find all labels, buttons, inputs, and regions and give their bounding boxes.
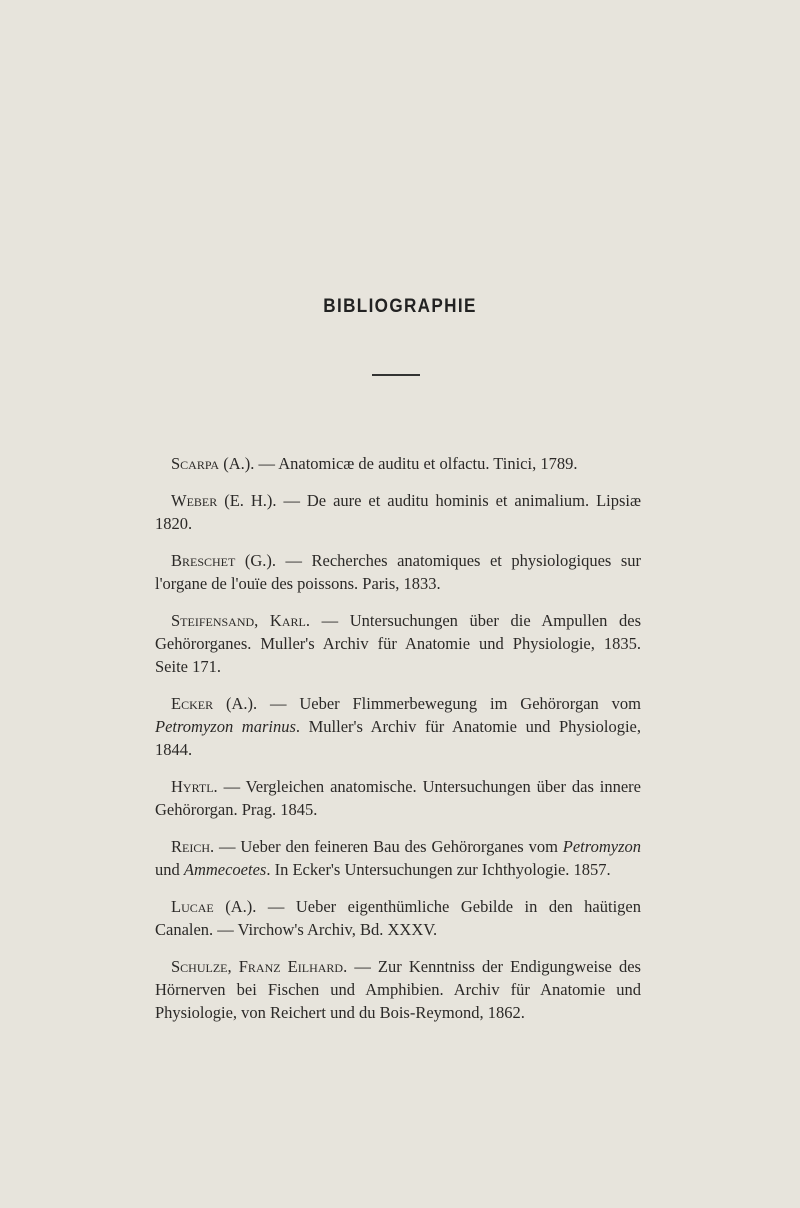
entry-text: . — Zur Kenntniss der Endigungweise des Hörnerven bei Fischen und Amphibien. Archiv für Anatomie und Physiologie, von Reichert und du Bois-Reymond, 1862. bbox=[155, 957, 641, 1022]
entry-species: Ammecoetes bbox=[183, 860, 267, 879]
bibliography-entry bbox=[155, 549, 641, 595]
bibliography-entry bbox=[155, 835, 641, 881]
entry-author: Reich bbox=[171, 837, 211, 856]
bibliography-entry bbox=[155, 895, 641, 941]
entry-species: Petromyzon bbox=[562, 837, 641, 856]
entry-author: Weber bbox=[171, 491, 218, 510]
entry-text: (A.). — Ueber eigenthümliche Gebilde in den haütigen Canalen. — Virchow's Archiv, Bd. XXXV. bbox=[155, 897, 641, 939]
bibliography-entry bbox=[155, 609, 641, 678]
entry-text: und bbox=[155, 860, 184, 879]
bibliography-entry bbox=[155, 692, 641, 761]
entry-text: (A.). — Ueber Flimmerbewegung im Gehörorgan vom bbox=[213, 694, 641, 713]
entry-author: Ecker bbox=[171, 694, 214, 713]
page-title: BIBLIOGRAPHIE bbox=[323, 296, 477, 317]
entry-text: (G.). — Recherches anatomiques et physiologiques sur l'organe de l'ouïe des poissons. Paris, 1833. bbox=[155, 551, 641, 593]
entry-author: Hyrtl bbox=[171, 777, 214, 796]
entry-text: (A.). — Anatomicæ de auditu et olfactu. Tinici, 1789. bbox=[219, 454, 578, 473]
bibliography-list bbox=[155, 452, 641, 1038]
entry-species: Petromyzon marinus bbox=[155, 717, 296, 736]
bibliography-entry bbox=[155, 955, 641, 1024]
title-rule bbox=[372, 374, 420, 376]
entry-author: Breschet bbox=[171, 551, 236, 570]
entry-text: (E. H.). — De aure et auditu hominis et animalium. Lipsiæ 1820. bbox=[155, 491, 641, 533]
entry-text: . In Ecker's Untersuchungen zur Ichthyologie. 1857. bbox=[266, 860, 611, 879]
bibliography-entry bbox=[155, 489, 641, 535]
entry-author: Lucae bbox=[171, 897, 214, 916]
entry-author: Steifensand, Karl bbox=[171, 611, 306, 630]
entry-author: Schulze, Franz Eilhard bbox=[171, 957, 344, 976]
entry-text: . — Untersuchungen über die Ampullen des Gehörorganes. Muller's Archiv für Anatomie und Physiologie, 1835. Seite 171. bbox=[155, 611, 641, 676]
bibliography-entry bbox=[155, 452, 641, 475]
entry-text: . — Vergleichen anatomische. Untersuchungen über das innere Gehörorgan. Prag. 1845. bbox=[155, 777, 641, 819]
entry-author: Scarpa bbox=[171, 454, 220, 473]
bibliography-entry bbox=[155, 775, 641, 821]
entry-text: . — Ueber den feineren Bau des Gehörorganes vom bbox=[210, 837, 563, 856]
entry-text: . Muller's Archiv für Anatomie und Physiologie, 1844. bbox=[155, 717, 641, 759]
